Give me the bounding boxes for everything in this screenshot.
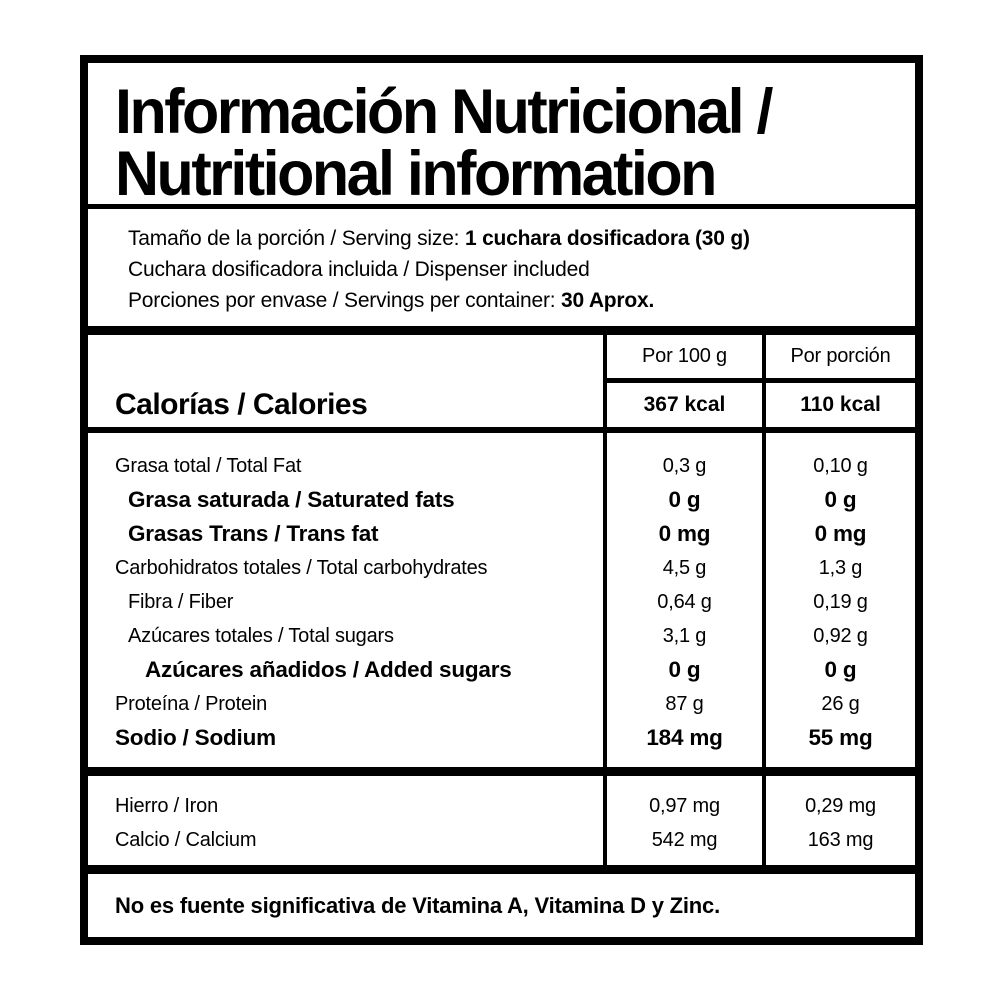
serving-size-value: 1 cuchara dosificadora (30 g): [464, 227, 750, 250]
servings-per-container-line: [128, 285, 907, 316]
calories-header-section: [88, 335, 915, 433]
no-significant-source-note: No es fuente significativa de Vitamina A, Vitamina D y Zinc.: [115, 892, 720, 918]
dispenser-included-line: Cuchara dosificadora incluida / Dispenser included: [128, 258, 590, 281]
value-per-portion-protein: 26 g: [821, 692, 860, 715]
row-label-fiber: Fibra / Fiber: [128, 590, 234, 613]
calories-row-label: Calorías / Calories: [115, 388, 368, 421]
row-label-total-carbohydrates: Carbohidratos totales / Total carbohydrates: [115, 556, 488, 579]
nutrient-per-100g-column: [603, 433, 762, 767]
mineral-per-portion-column: [762, 776, 915, 865]
row-label-total-sugars: Azúcares totales / Total sugars: [128, 624, 394, 647]
row-label-trans-fat: Grasas Trans / Trans fat: [128, 521, 379, 546]
row-label-added-sugars: Azúcares añadidos / Added sugars: [145, 657, 512, 682]
value-per-100g-added-sugars: 0 g: [668, 657, 701, 682]
row-label-saturated-fat: Grasa saturada / Saturated fats: [128, 487, 455, 512]
serving-size-label: Tamaño de la porción / Serving size:: [128, 227, 465, 250]
nutrients-section: [88, 433, 915, 776]
value-per-100g-trans-fat: 0 mg: [658, 521, 711, 546]
footer-section: [88, 874, 915, 937]
value-per-100g-fiber: 0,64 g: [657, 590, 712, 613]
value-per-portion-total-sugars: 0,92 g: [813, 624, 868, 647]
value-per-100g-calcium: 542 mg: [651, 828, 718, 851]
servings-per-container-value: 30 Aprox.: [561, 289, 655, 312]
value-per-portion-total-fat: 0,10 g: [813, 454, 868, 477]
value-per-100g-iron: 0,97 mg: [649, 794, 720, 817]
value-per-100g-total-sugars: 3,1 g: [662, 624, 707, 647]
column-header-per-portion: Por porción: [766, 335, 915, 383]
value-per-100g-protein: 87 g: [665, 692, 704, 715]
row-label-protein: Proteína / Protein: [115, 692, 268, 715]
value-per-portion-iron: 0,29 mg: [805, 794, 876, 817]
panel-title-line-2: Nutritional information: [115, 137, 715, 209]
minerals-section: [88, 776, 915, 874]
value-per-100g-sodium: 184 mg: [646, 725, 723, 750]
value-per-100g-total-fat: 0,3 g: [662, 454, 707, 477]
value-per-portion-sodium: 55 mg: [808, 725, 873, 750]
value-per-portion-calcium: 163 mg: [807, 828, 874, 851]
row-label-calcium: Calcio / Calcium: [115, 828, 257, 851]
panel-title-line-1: Información Nutricional /: [115, 75, 772, 147]
serving-info-section: [88, 209, 915, 335]
header-spacer-cell: [88, 335, 603, 383]
row-label-iron: Hierro / Iron: [115, 794, 218, 817]
per-portion-column-header-group: [762, 335, 915, 427]
serving-size-line: [128, 223, 907, 254]
title-section: [88, 63, 915, 209]
calories-per-100g-value: 367 kcal: [643, 393, 726, 416]
calories-per-portion-value: 110 kcal: [800, 393, 881, 416]
calories-label-column: [88, 335, 603, 427]
value-per-portion-trans-fat: 0 mg: [814, 521, 867, 546]
column-header-per-100g: Por 100 g: [607, 335, 762, 383]
value-per-100g-saturated-fat: 0 g: [668, 487, 701, 512]
servings-per-container-label: Porciones por envase / Servings per container:: [128, 289, 562, 312]
value-per-portion-total-carbohydrates: 1,3 g: [818, 556, 863, 579]
mineral-labels-column: [88, 776, 603, 865]
mineral-per-100g-column: [603, 776, 762, 865]
value-per-100g-total-carbohydrates: 4,5 g: [662, 556, 707, 579]
per-100g-column-header-group: [603, 335, 762, 427]
nutrient-per-portion-column: [762, 433, 915, 767]
value-per-portion-fiber: 0,19 g: [813, 590, 868, 613]
value-per-portion-saturated-fat: 0 g: [824, 487, 857, 512]
row-label-sodium: Sodio / Sodium: [115, 725, 276, 750]
nutrition-facts-panel: [80, 55, 923, 945]
row-label-total-fat: Grasa total / Total Fat: [115, 454, 302, 477]
value-per-portion-added-sugars: 0 g: [824, 657, 857, 682]
nutrient-labels-column: [88, 433, 603, 767]
